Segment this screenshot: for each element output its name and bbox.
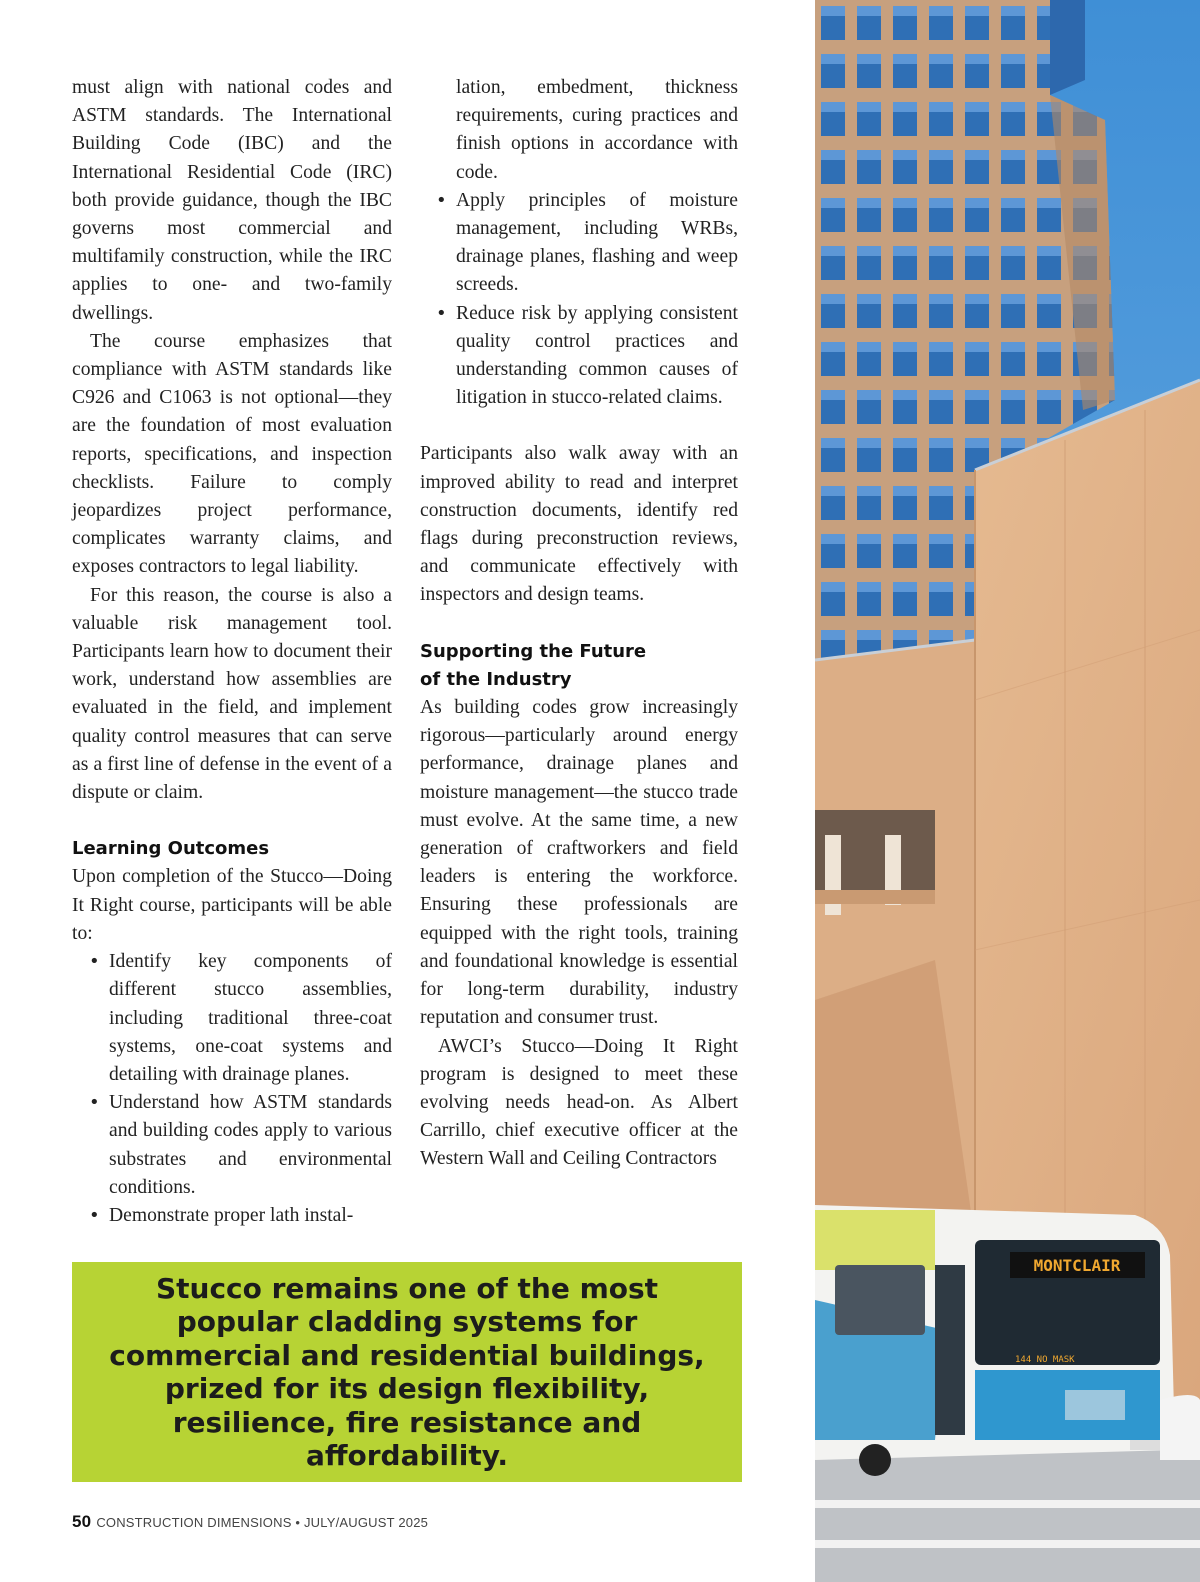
section-heading — [420, 638, 738, 694]
paragraph: AWCI’s Stucco—Doing It Right program is designed to meet these evolving needs head-on. As Albert Carrillo, chief executive officer at the Western Wall and Ceiling Contractors — [420, 1035, 738, 1170]
heading-line: Supporting the Future — [420, 640, 647, 662]
bus-destination-sign: MONTCLAIR — [1033, 1256, 1121, 1275]
left-column — [72, 74, 392, 1230]
pull-quote: Stucco remains one of the most popular cladding systems for commercial and residential buildings, prized for its design flexibility, resilience, fire resistance and affordability. — [109, 1271, 705, 1472]
bus — [815, 1205, 1175, 1476]
paragraph: must align with national codes and ASTM standards. The International Building Code (IBC) and the International Residential Code (IRC) both provide guidance, though the IBC governs most commercial and multifamily construction, while the IRC applies to one- and two-family dwellings. — [72, 77, 392, 324]
list-item: • Identify key components of different stucco assemblies, including traditional three-coat systems, one-coat systems and detailing with drainage planes. — [72, 948, 392, 1089]
pull-quote-box — [72, 1262, 742, 1482]
list-item: • Understand how ASTM standards and building codes apply to various substrates and environmental conditions. — [72, 1089, 392, 1202]
list-item: • Demonstrate proper lath instal- — [72, 1202, 392, 1230]
list-item: • Reduce risk by applying consistent quality control practices and understanding common causes of litigation in stucco-related claims. — [420, 300, 738, 413]
heading-line: of the Industry — [420, 668, 572, 690]
list-item-continuation: lation, embedment, thickness requirements, curing practices and finish options in accordance with code. — [456, 77, 738, 183]
section-heading: Learning Outcomes — [72, 838, 270, 860]
paragraph: For this reason, the course is also a valuable risk management tool. Participants learn how to document their work, understand how assemblies are evaluated in the field, and implement quality control measures that can serve as a first line of defense in the event of a dispute or claim. — [72, 584, 392, 804]
paragraph: Upon completion of the Stucco—Doing It Right course, participants will be able to: — [72, 866, 392, 944]
bullet-list — [420, 187, 738, 413]
paragraph: As building codes grow increasingly rigorous—particularly around energy performance, drainage planes and moisture management—the stucco trade must evolve. At the same time, a new generation of craftworkers and field leaders is entering the workforce. Ensuring these professionals are equipped with the right tools, training and foundational knowledge is essential for long-term durability, industry reputation and consumer trust. — [420, 697, 738, 1029]
bullet-list — [72, 948, 392, 1230]
page-number: 50 — [72, 1512, 92, 1531]
building-photo — [815, 0, 1200, 1582]
paragraph: The course emphasizes that compliance with ASTM standards like C926 and C1063 is not optional—they are the foundation of most evaluation reports, specifications, and inspection checklists. Failure to comply jeopardizes project performance, complicates warranty claims, and exposes contractors to legal liability. — [72, 330, 392, 578]
middle-column — [420, 74, 738, 1174]
list-item: • Apply principles of moisture management, including WRBs, drainage planes, flashing and weep screeds. — [420, 187, 738, 300]
paragraph: Participants also walk away with an improved ability to read and interpret construction documents, identify red flags during preconstruction reviews, and communicate effectively with inspectors and design teams. — [420, 443, 738, 606]
page-footer — [72, 1512, 428, 1532]
bus-sign-small: 144 NO MASK — [1015, 1355, 1075, 1365]
publication-title: CONSTRUCTION DIMENSIONS • JULY/AUGUST 2025 — [96, 1515, 429, 1530]
